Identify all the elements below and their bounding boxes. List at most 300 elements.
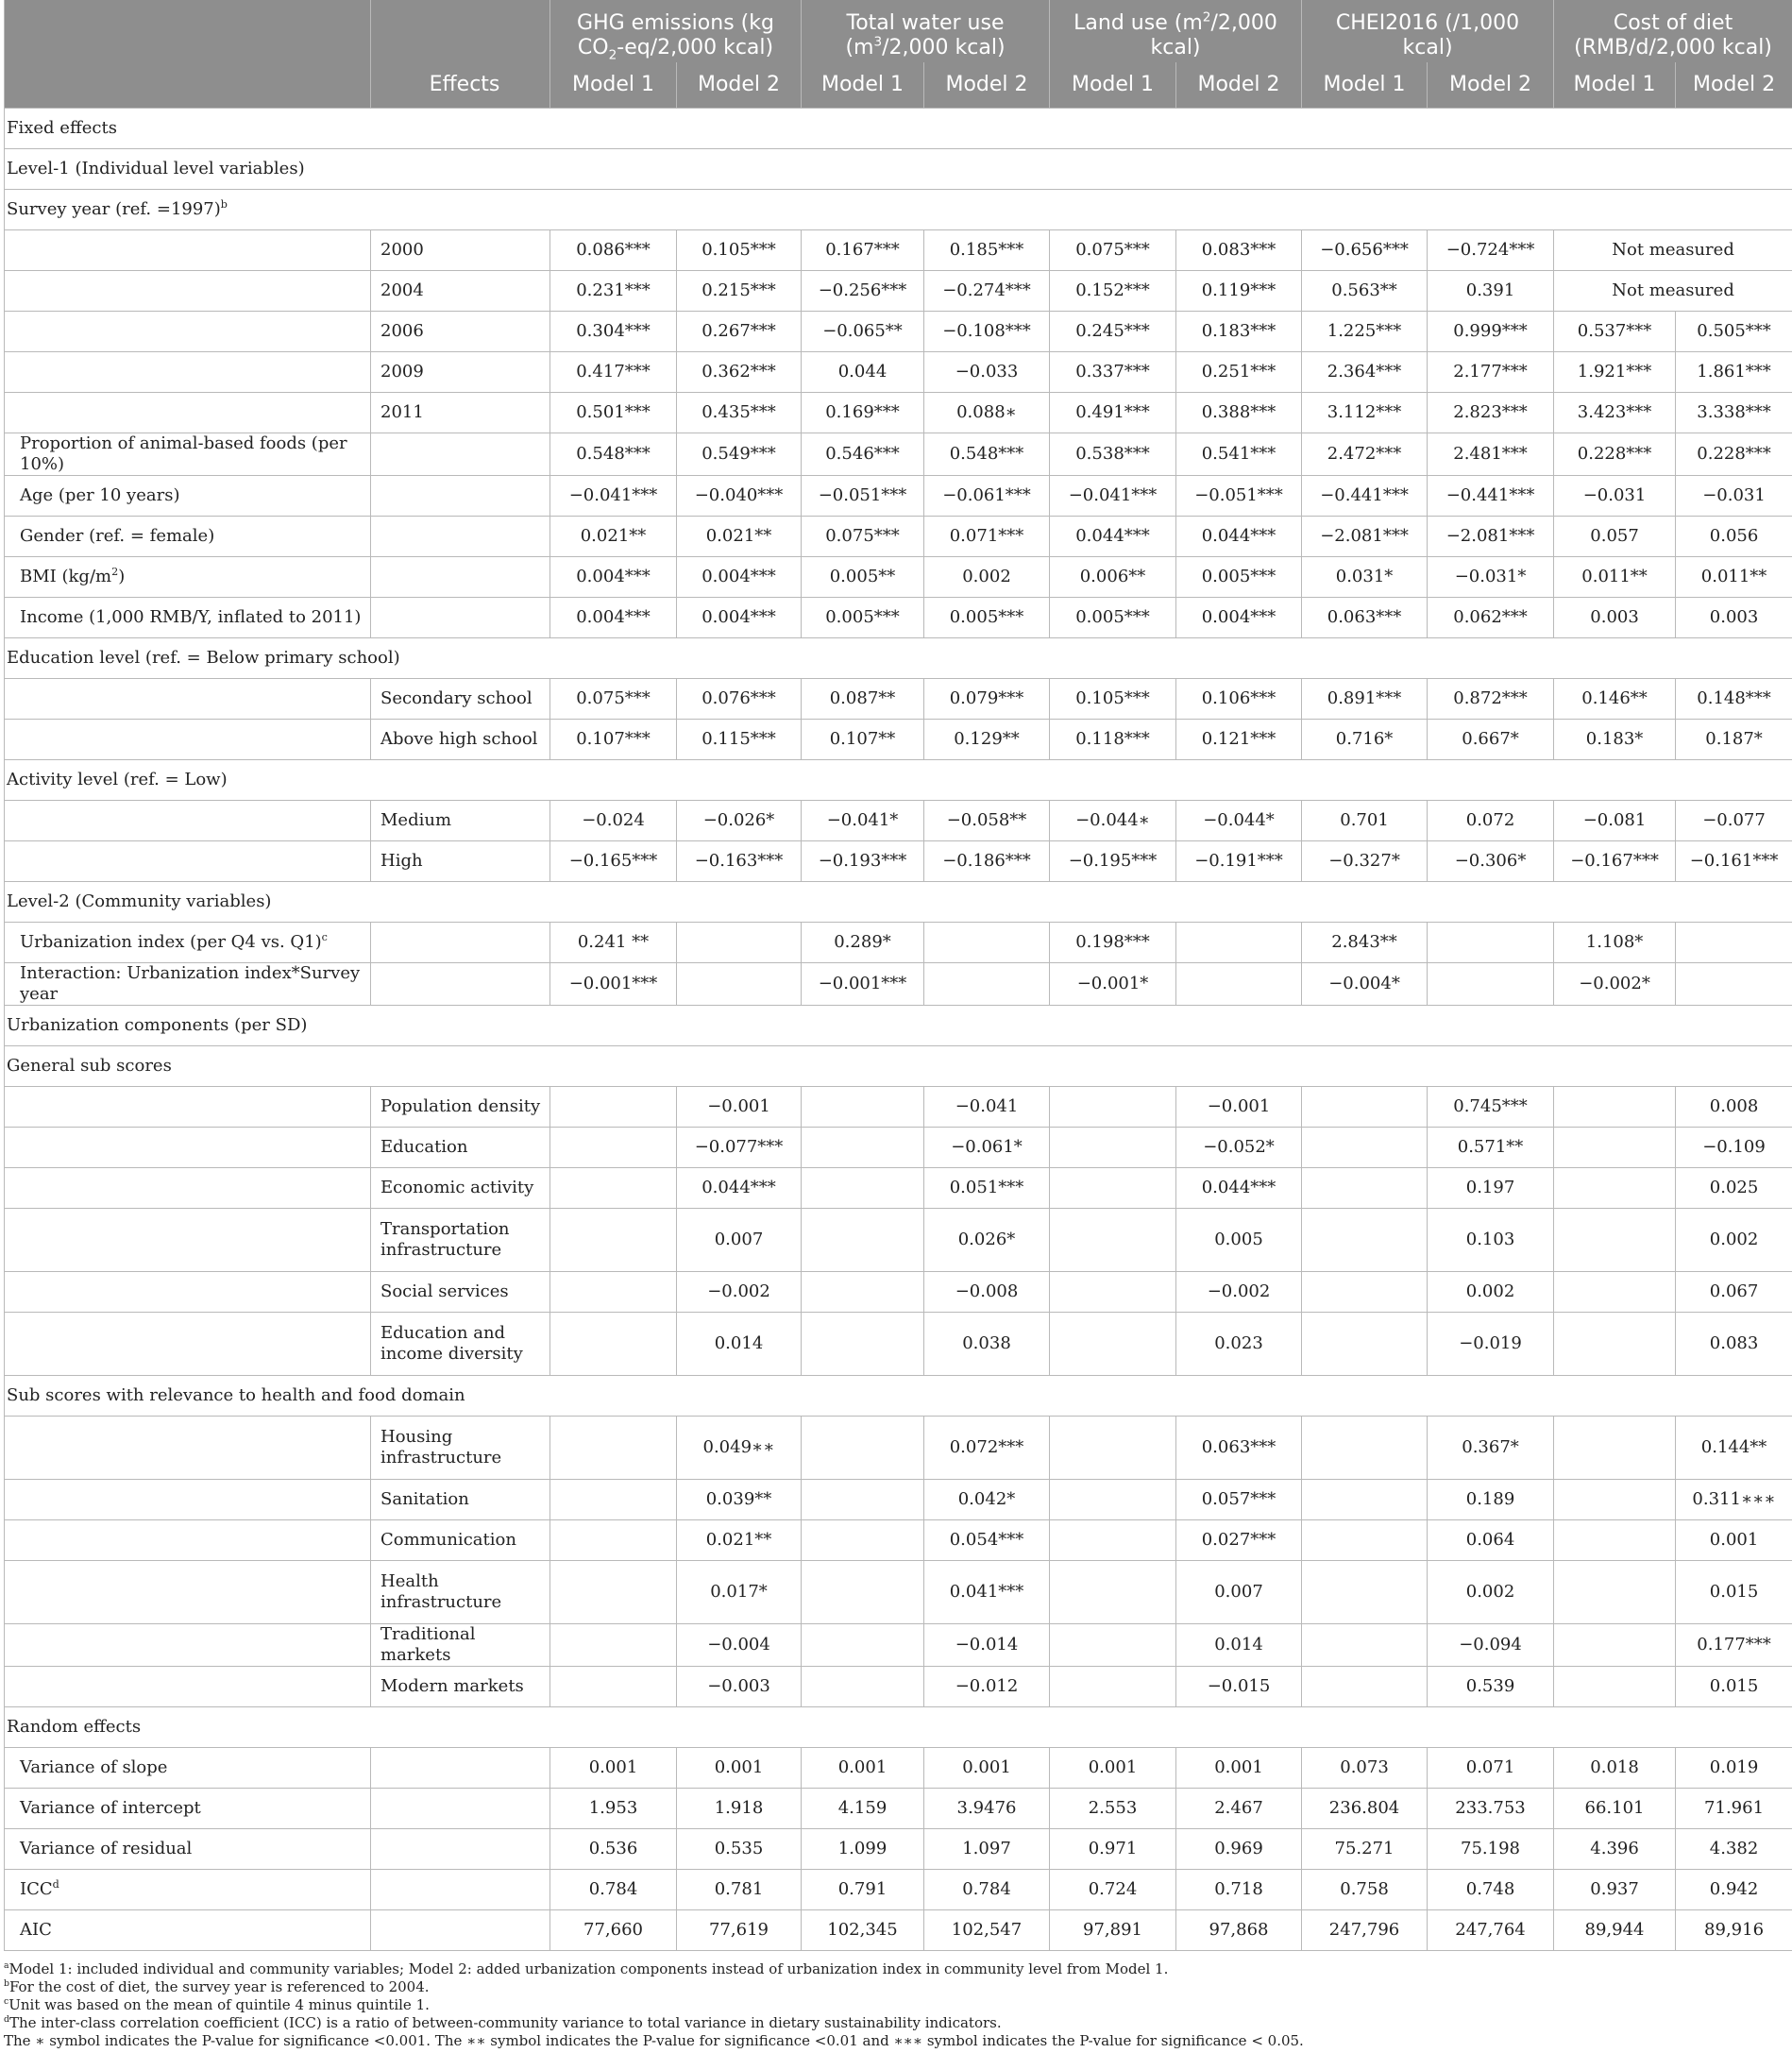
- footnote-mark: c: [321, 931, 328, 943]
- header-ghg-line2a: CO: [577, 36, 609, 59]
- value-cell: 0.002: [1428, 1272, 1554, 1313]
- row-label-line1: Transportation: [380, 1219, 510, 1239]
- value-cell: 0.536: [550, 1829, 677, 1870]
- value-cell: [1050, 1128, 1176, 1168]
- row-label: 2004: [371, 271, 550, 312]
- value-cell: 0.969: [1176, 1829, 1302, 1870]
- value-cell: 0.548***: [550, 433, 677, 476]
- value-cell: 0.119***: [1176, 271, 1302, 312]
- header-water-line2b: /2,000 kcal): [882, 36, 1006, 59]
- bmi-sup: 2: [111, 566, 119, 578]
- footnote-mark: a: [4, 1960, 9, 1971]
- value-cell: −0.077***: [677, 1128, 802, 1168]
- value-cell: −0.002*: [1554, 963, 1676, 1006]
- value-cell: −0.031: [1676, 476, 1792, 517]
- empty-cell: [371, 963, 550, 1006]
- value-cell: 0.083***: [1176, 230, 1302, 271]
- header-ghg: [550, 0, 802, 62]
- value-cell: 0.003: [1676, 598, 1792, 638]
- value-cell: 0.197: [1428, 1168, 1554, 1209]
- value-cell: [1676, 923, 1792, 963]
- value-cell: 0.005***: [924, 598, 1050, 638]
- value-cell: 0.417***: [550, 352, 677, 393]
- row-label: Gender (ref. = female): [5, 517, 371, 557]
- value-cell: 0.044***: [1176, 517, 1302, 557]
- section-education: Education level (ref. = Below primary school): [5, 638, 1792, 679]
- value-cell: [1050, 1667, 1176, 1707]
- table-row: [5, 1209, 1792, 1272]
- header-cost-line1: Cost of diet: [1613, 11, 1733, 35]
- row-label: [371, 1417, 550, 1480]
- value-cell: 0.129**: [924, 720, 1050, 760]
- value-cell: [550, 1168, 677, 1209]
- row-label: Traditional markets: [371, 1624, 550, 1667]
- value-cell: 0.539: [1428, 1667, 1554, 1707]
- value-cell: −0.001: [1176, 1087, 1302, 1128]
- value-cell: 0.167***: [802, 230, 924, 271]
- row-label: Variance of slope: [5, 1748, 371, 1789]
- section-row: [5, 1046, 1792, 1087]
- value-cell: 0.228***: [1676, 433, 1792, 476]
- value-cell: −0.167***: [1554, 841, 1676, 882]
- value-cell: [802, 1313, 924, 1376]
- value-cell: 97,868: [1176, 1910, 1302, 1951]
- empty-cell: [5, 1520, 371, 1561]
- table-row: [5, 801, 1792, 841]
- value-cell: 0.051***: [924, 1168, 1050, 1209]
- row-label: AIC: [5, 1910, 371, 1951]
- value-cell: [550, 1087, 677, 1128]
- value-cell: 0.001: [1676, 1520, 1792, 1561]
- value-cell: 0.007: [1176, 1561, 1302, 1624]
- value-cell: 0.063***: [1176, 1417, 1302, 1480]
- table-row: [5, 841, 1792, 882]
- value-cell: 2.472***: [1302, 433, 1428, 476]
- value-cell: 3.338***: [1676, 393, 1792, 433]
- value-cell: 0.004***: [1176, 598, 1302, 638]
- value-cell: 0.075***: [550, 679, 677, 720]
- value-cell: −0.044∗: [1050, 801, 1176, 841]
- value-cell: [1302, 1272, 1428, 1313]
- row-label: Proportion of animal-based foods (per 10%): [5, 433, 371, 476]
- table-row: [5, 1417, 1792, 1480]
- value-cell: −0.024: [550, 801, 677, 841]
- empty-cell: [371, 1910, 550, 1951]
- value-cell: 0.072***: [924, 1417, 1050, 1480]
- value-cell: [1302, 1417, 1428, 1480]
- value-cell: [550, 1624, 677, 1667]
- value-cell: −0.051***: [802, 476, 924, 517]
- value-cell: 0.701: [1302, 801, 1428, 841]
- value-cell: 0.106***: [1176, 679, 1302, 720]
- empty-cell: [5, 1667, 371, 1707]
- value-cell: 0.198***: [1050, 923, 1176, 963]
- value-cell: 0.054***: [924, 1520, 1050, 1561]
- row-label: [371, 1209, 550, 1272]
- value-cell: 0.748: [1428, 1870, 1554, 1910]
- row-label: 2006: [371, 312, 550, 352]
- table-row: [5, 1910, 1792, 1951]
- section-row: [5, 109, 1792, 149]
- footnote-mark: c: [4, 1996, 9, 2007]
- value-cell: [1554, 1667, 1676, 1707]
- section-row: [5, 882, 1792, 923]
- header-effects-spacer: [371, 0, 550, 62]
- table-row: [5, 1829, 1792, 1870]
- row-label: [371, 1313, 550, 1376]
- empty-cell: [371, 476, 550, 517]
- value-cell: [1554, 1480, 1676, 1520]
- value-cell: 0.021**: [550, 517, 677, 557]
- value-cell: 66.101: [1554, 1789, 1676, 1829]
- value-cell: −0.058**: [924, 801, 1050, 841]
- value-cell: 0.049∗∗: [677, 1417, 802, 1480]
- table-row: [5, 517, 1792, 557]
- empty-cell: [5, 230, 371, 271]
- table-row: [5, 679, 1792, 720]
- value-cell: 0.538***: [1050, 433, 1176, 476]
- value-cell: 0.152***: [1050, 271, 1176, 312]
- row-label-icc: [5, 1870, 371, 1910]
- value-cell: 0.067: [1676, 1272, 1792, 1313]
- header-model: Model 1: [1302, 62, 1428, 109]
- row-label: Communication: [371, 1520, 550, 1561]
- value-cell: −0.041: [924, 1087, 1050, 1128]
- value-cell: 0.044: [802, 352, 924, 393]
- value-cell: −0.052*: [1176, 1128, 1302, 1168]
- value-cell: 0.014: [677, 1313, 802, 1376]
- value-cell: 0.187*: [1676, 720, 1792, 760]
- section-health-food: Sub scores with relevance to health and food domain: [5, 1376, 1792, 1417]
- header-chei-line1: CHEI2016 (/1,000: [1335, 11, 1520, 35]
- value-cell: 0.937: [1554, 1870, 1676, 1910]
- value-cell: 0.391: [1428, 271, 1554, 312]
- survey-year-label: Survey year (ref. =1997): [7, 199, 221, 219]
- value-cell: 0.107***: [550, 720, 677, 760]
- empty-cell: [5, 1417, 371, 1480]
- value-cell: 97,891: [1050, 1910, 1176, 1951]
- table-row: [5, 1748, 1792, 1789]
- value-cell: 0.718: [1176, 1870, 1302, 1910]
- value-cell: [1050, 1272, 1176, 1313]
- row-label: Above high school: [371, 720, 550, 760]
- value-cell: 2.177***: [1428, 352, 1554, 393]
- value-cell: −0.015: [1176, 1667, 1302, 1707]
- footnote-d: [4, 2014, 1792, 2032]
- empty-cell: [5, 1480, 371, 1520]
- empty-cell: [5, 312, 371, 352]
- value-cell: 0.011**: [1676, 557, 1792, 598]
- value-cell: 0.057: [1554, 517, 1676, 557]
- value-cell: 0.872***: [1428, 679, 1554, 720]
- value-cell: 2.823***: [1428, 393, 1554, 433]
- section-survey-year: [5, 190, 1792, 230]
- row-label: 2000: [371, 230, 550, 271]
- value-cell: −0.327*: [1302, 841, 1428, 882]
- header-ghg-line1: GHG emissions (kg: [577, 11, 774, 35]
- footnote-mark: d: [4, 2014, 9, 2025]
- value-cell: 0.071***: [924, 517, 1050, 557]
- section-general: General sub scores: [5, 1046, 1792, 1087]
- value-cell: [1554, 1272, 1676, 1313]
- value-cell: 0.063***: [1302, 598, 1428, 638]
- value-cell: 102,345: [802, 1910, 924, 1951]
- header-model: Model 1: [1050, 62, 1176, 109]
- value-cell: 4.396: [1554, 1829, 1676, 1870]
- header-model: Model 2: [1676, 62, 1792, 109]
- value-cell: 0.019: [1676, 1748, 1792, 1789]
- value-cell: [1302, 1209, 1428, 1272]
- value-cell: 0.177***: [1676, 1624, 1792, 1667]
- value-cell: 0.073: [1302, 1748, 1428, 1789]
- value-cell: [550, 1520, 677, 1561]
- footnote-b: [4, 1978, 1792, 1996]
- table-row: [5, 312, 1792, 352]
- value-cell: [1176, 923, 1302, 963]
- section-row: [5, 190, 1792, 230]
- value-cell: 0.001: [802, 1748, 924, 1789]
- value-cell: 0.015: [1676, 1667, 1792, 1707]
- value-cell: 0.064: [1428, 1520, 1554, 1561]
- value-cell: 1.108*: [1554, 923, 1676, 963]
- empty-cell: [371, 1870, 550, 1910]
- value-cell: 0.006**: [1050, 557, 1176, 598]
- value-cell: 77,619: [677, 1910, 802, 1951]
- value-cell: [802, 1087, 924, 1128]
- value-cell: 0.002: [924, 557, 1050, 598]
- value-cell: [1302, 1667, 1428, 1707]
- table-row: [5, 720, 1792, 760]
- section-row: [5, 149, 1792, 190]
- value-cell: [802, 1624, 924, 1667]
- value-cell: −0.195***: [1050, 841, 1176, 882]
- empty-cell: [5, 720, 371, 760]
- value-cell: 0.031*: [1302, 557, 1428, 598]
- value-cell: 0.002: [1428, 1561, 1554, 1624]
- value-cell: 0.039**: [677, 1480, 802, 1520]
- value-cell: 0.003: [1554, 598, 1676, 638]
- value-cell: 0.001: [677, 1748, 802, 1789]
- bmi-label-end: ): [118, 567, 126, 586]
- value-cell: 0.004***: [550, 598, 677, 638]
- value-cell: 0.388***: [1176, 393, 1302, 433]
- results-table-figure: [4, 0, 1792, 2050]
- value-cell: [802, 1480, 924, 1520]
- value-cell: 0.004***: [677, 557, 802, 598]
- value-cell: 2.843**: [1302, 923, 1428, 963]
- value-cell: 0.014: [1176, 1624, 1302, 1667]
- value-cell: 1.097: [924, 1829, 1050, 1870]
- value-cell: 0.289*: [802, 923, 924, 963]
- value-cell: [550, 1313, 677, 1376]
- value-cell: 0.546***: [802, 433, 924, 476]
- value-cell: 1.225***: [1302, 312, 1428, 352]
- bmi-label: BMI (kg/m: [20, 567, 112, 586]
- table-row: [5, 433, 1792, 476]
- value-cell: −0.065**: [802, 312, 924, 352]
- value-cell: [1176, 963, 1302, 1006]
- value-cell: 0.005: [1176, 1209, 1302, 1272]
- not-measured-cell: Not measured: [1554, 230, 1792, 271]
- value-cell: −0.012: [924, 1667, 1050, 1707]
- value-cell: 0.002: [1676, 1209, 1792, 1272]
- value-cell: 0.251***: [1176, 352, 1302, 393]
- value-cell: 0.107**: [802, 720, 924, 760]
- row-label: High: [371, 841, 550, 882]
- footnote-symbols: [4, 2032, 1792, 2050]
- value-cell: −2.081***: [1302, 517, 1428, 557]
- table-row: [5, 1667, 1792, 1707]
- section-row: [5, 638, 1792, 679]
- value-cell: 1.918: [677, 1789, 802, 1829]
- value-cell: 0.784: [924, 1870, 1050, 1910]
- value-cell: 0.004***: [677, 598, 802, 638]
- value-cell: 0.008: [1676, 1087, 1792, 1128]
- header-chei: [1302, 0, 1554, 62]
- value-cell: 0.537***: [1554, 312, 1676, 352]
- footnote-text: For the cost of diet, the survey year is referenced to 2004.: [8, 1978, 430, 1995]
- value-cell: 0.075***: [802, 517, 924, 557]
- value-cell: 4.382: [1676, 1829, 1792, 1870]
- value-cell: 0.105***: [1050, 679, 1176, 720]
- empty-cell: [5, 393, 371, 433]
- value-cell: 0.087**: [802, 679, 924, 720]
- row-label-line1: Health: [380, 1571, 439, 1591]
- value-cell: 0.362***: [677, 352, 802, 393]
- value-cell: 1.861***: [1676, 352, 1792, 393]
- urbanization-index-label: Urbanization index (per Q4 vs. Q1): [20, 932, 322, 952]
- table-row: [5, 1561, 1792, 1624]
- value-cell: −0.163***: [677, 841, 802, 882]
- header-blank: [5, 0, 371, 109]
- row-label: Education: [371, 1128, 550, 1168]
- value-cell: 0.189: [1428, 1480, 1554, 1520]
- value-cell: −0.441***: [1428, 476, 1554, 517]
- value-cell: [1050, 1561, 1176, 1624]
- empty-cell: [5, 1168, 371, 1209]
- value-cell: [1554, 1520, 1676, 1561]
- row-label: Age (per 10 years): [5, 476, 371, 517]
- value-cell: −0.061***: [924, 476, 1050, 517]
- row-label: Income (1,000 RMB/Y, inflated to 2011): [5, 598, 371, 638]
- value-cell: 0.563**: [1302, 271, 1428, 312]
- value-cell: [1554, 1561, 1676, 1624]
- value-cell: −0.724***: [1428, 230, 1554, 271]
- value-cell: 0.505***: [1676, 312, 1792, 352]
- footnote-text: The inter-class correlation coefficient (ICC) is a ratio of between-community variance to total variance in dietary sustainability indicators.: [8, 2014, 1002, 2031]
- header-model: Model 1: [1554, 62, 1676, 109]
- table-row: [5, 476, 1792, 517]
- header-land-line2: kcal): [1150, 36, 1201, 59]
- header-model: Model 2: [924, 62, 1050, 109]
- value-cell: 0.042*: [924, 1480, 1050, 1520]
- value-cell: [802, 1128, 924, 1168]
- header-cost: [1554, 0, 1792, 62]
- value-cell: −0.041***: [550, 476, 677, 517]
- value-cell: [802, 1561, 924, 1624]
- value-cell: 71.961: [1676, 1789, 1792, 1829]
- value-cell: 0.021**: [677, 1520, 802, 1561]
- value-cell: 0.076***: [677, 679, 802, 720]
- value-cell: 0.005***: [802, 598, 924, 638]
- header-land-line1b: /2,000: [1210, 11, 1277, 35]
- value-cell: 0.083: [1676, 1313, 1792, 1376]
- value-cell: 0.435***: [677, 393, 802, 433]
- value-cell: 0.038: [924, 1313, 1050, 1376]
- value-cell: 0.245***: [1050, 312, 1176, 352]
- empty-cell: [5, 1128, 371, 1168]
- footnote-text: Unit was based on the mean of quintile 4 minus quintile 1.: [8, 1996, 430, 2013]
- empty-cell: [5, 1209, 371, 1272]
- value-cell: 0.185***: [924, 230, 1050, 271]
- section-components: Urbanization components (per SD): [5, 1006, 1792, 1046]
- value-cell: −0.109: [1676, 1128, 1792, 1168]
- value-cell: −0.001: [677, 1087, 802, 1128]
- value-cell: 1.953: [550, 1789, 677, 1829]
- value-cell: 0.026*: [924, 1209, 1050, 1272]
- value-cell: [1554, 1313, 1676, 1376]
- empty-cell: [5, 1272, 371, 1313]
- value-cell: [1302, 1624, 1428, 1667]
- value-cell: −0.656***: [1302, 230, 1428, 271]
- row-label: Secondary school: [371, 679, 550, 720]
- value-cell: 4.159: [802, 1789, 924, 1829]
- value-cell: [1554, 1087, 1676, 1128]
- icc-label: ICC: [20, 1879, 53, 1899]
- value-cell: [1554, 1128, 1676, 1168]
- value-cell: 247,796: [1302, 1910, 1428, 1951]
- value-cell: 0.791: [802, 1870, 924, 1910]
- row-label: Economic activity: [371, 1168, 550, 1209]
- footnote-text: Model 1: included individual and community variables; Model 2: added urbanization components instead of urbanization index in community level from Model 1.: [8, 1960, 1169, 1977]
- row-label: Interaction: Urbanization index*Survey year: [5, 963, 371, 1006]
- value-cell: 0.005***: [1050, 598, 1176, 638]
- empty-cell: [5, 352, 371, 393]
- value-cell: [550, 1561, 677, 1624]
- value-cell: [1302, 1480, 1428, 1520]
- value-cell: −0.008: [924, 1272, 1050, 1313]
- row-label: Modern markets: [371, 1667, 550, 1707]
- value-cell: [550, 1417, 677, 1480]
- table-row: [5, 230, 1792, 271]
- table-row: [5, 557, 1792, 598]
- value-cell: 2.481***: [1428, 433, 1554, 476]
- value-cell: −0.094: [1428, 1624, 1554, 1667]
- value-cell: [1050, 1624, 1176, 1667]
- section-level2: Level-2 (Community variables): [5, 882, 1792, 923]
- footnote-c: [4, 1996, 1792, 2014]
- value-cell: 0.667*: [1428, 720, 1554, 760]
- value-cell: [1428, 963, 1554, 1006]
- value-cell: [924, 963, 1050, 1006]
- empty-cell: [371, 598, 550, 638]
- value-cell: 0.169***: [802, 393, 924, 433]
- value-cell: [802, 1272, 924, 1313]
- value-cell: −0.041***: [1050, 476, 1176, 517]
- value-cell: 0.062***: [1428, 598, 1554, 638]
- value-cell: −0.041*: [802, 801, 924, 841]
- empty-cell: [371, 557, 550, 598]
- table-row: [5, 1789, 1792, 1829]
- section-row: [5, 760, 1792, 801]
- value-cell: 0.017*: [677, 1561, 802, 1624]
- value-cell: [1050, 1209, 1176, 1272]
- value-cell: 0.784: [550, 1870, 677, 1910]
- table-row: [5, 1624, 1792, 1667]
- value-cell: [1050, 1480, 1176, 1520]
- header-model: Model 1: [550, 62, 677, 109]
- section-row: [5, 1707, 1792, 1748]
